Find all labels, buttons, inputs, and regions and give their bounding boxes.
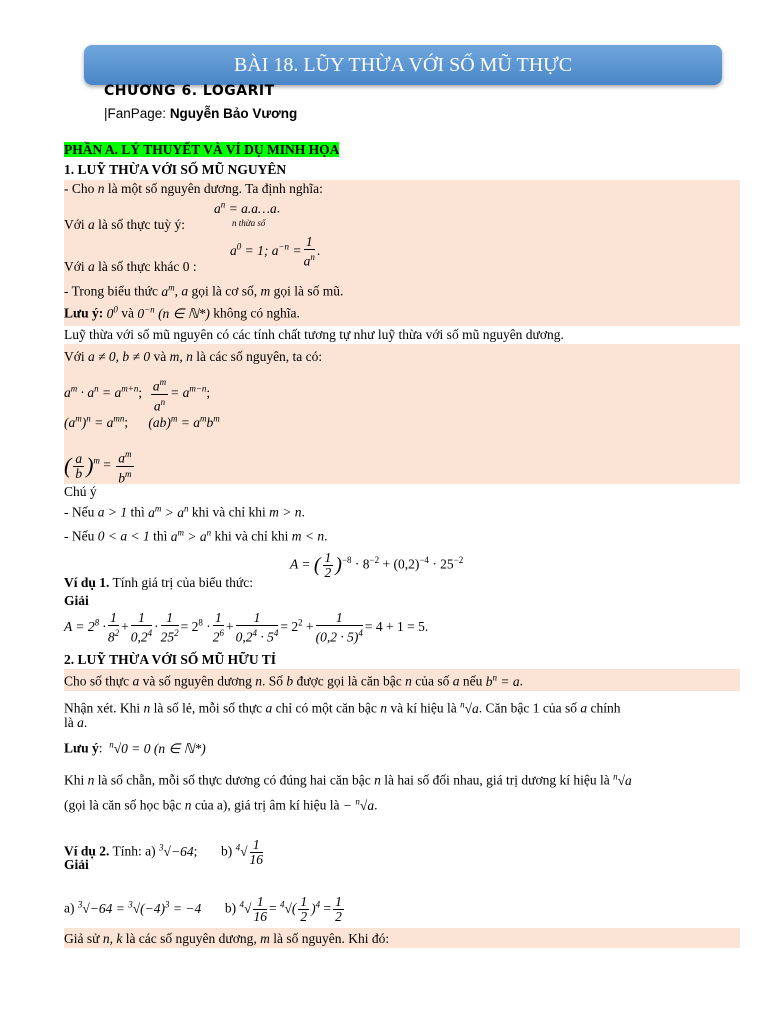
def-line-4: - Trong biểu thức $a^m$, a gọi là cơ số, m gọi là số mũ. [64, 282, 344, 299]
even-root-line-1: Khi n là số chẵn, mỗi số thực dương có đúng hai căn bậc n là hai số đối nhau, giá trị dương kí hiệu là $^n$√a [64, 771, 632, 788]
remark-odd-root-cont: là a. [64, 715, 88, 730]
section-2-heading: 2. LUỸ THỪA VỚI SỐ MŨ HỮU TỈ [64, 652, 277, 667]
remark-2: - Nếu 0 < a < 1 thì $a^m > a^n$ khi và chỉ khi m < n. [64, 527, 328, 544]
property-intro: Luỹ thừa với số mũ nguyên có các tính chất tương tự như luỹ thừa với số mũ nguyên dương. [64, 327, 564, 342]
fanpage-label: |FanPage: [104, 106, 170, 121]
solution-2-heading: Giải [64, 857, 89, 872]
fanpage-line [104, 106, 297, 121]
assumption-line: Giả sử n, k là các số nguyên dương, m là số nguyên. Khi đó: [64, 931, 390, 946]
property-condition: Với a ≠ 0, b ≠ 0 và m, n là các số nguyên, ta có: [64, 349, 323, 364]
example-2-prompt: Ví dụ 2. Tính: a) $^3$√−64; b) $^4$√ $\frac{1}{16}$ [64, 837, 264, 867]
solution-2-formulas: a) $^3√-64 = ^3√(-4)^3 = -4$ b) $^4$√ $\frac{1}{16}$ = $^4$√( $\frac{1}{2}$ )$^4$ = $\frac{1}{2}$ [64, 894, 342, 924]
chapter-title: CHƯƠNG 6. LOGARIT [104, 83, 275, 99]
property-formula-3: ( $\frac{a}{b}$ )$^m$ = $\frac{a^m}{b^m}$ [64, 449, 132, 485]
remark-heading: Chú ý [64, 484, 97, 499]
example-1-expression: A = ( $\frac{1}{2}$ )$^{-8} \cdot 8^{-2} + (0,2)^{-4} \cdot 25^{-2}$ [290, 550, 464, 580]
example-1-prompt: Ví dụ 1. Tính giá trị của biểu thức: [64, 575, 253, 590]
property-formula-2: $(a^m)^n = a^{mn}$; $(ab)^m = a^mb^m$ [64, 413, 220, 430]
remark-odd-root: Nhận xét. Khi n là số lẻ, mỗi số thực a chỉ có một căn bậc n và kí hiệu là $^n$√a. Căn bậc 1 của số a chính [64, 699, 621, 716]
solution-1-heading: Giải [64, 593, 89, 608]
property-formula-1: $a^m \cdot a^n = a^{m+n}$; $\frac{a^m}{a^n}$ = $a^{m-n}$; [64, 377, 211, 413]
def-line-2: Với a là số thực tuỳ ý: [64, 217, 185, 232]
section-1-heading: 1. LUỸ THỪA VỚI SỐ MŨ NGUYÊN [64, 162, 287, 177]
fanpage-name[interactable]: Nguyễn Bảo Vương [169, 106, 298, 121]
lesson-title: BÀI 18. LŨY THỪA VỚI SỐ MŨ THỰC [233, 54, 573, 76]
part-a-heading: PHẦN A. LÝ THUYẾT VÀ VÍ DỤ MINH HỌA [64, 142, 340, 157]
remark-1: - Nếu a > 1 thì $a^m > a^n$ khi và chỉ khi m > n. [64, 503, 305, 520]
note-line-2: Lưu ý: $^n$√0 = 0 (n ∈ ℕ*) [64, 739, 206, 756]
formula-an: $a^n$ = a.a…a. [214, 199, 281, 216]
lesson-title-banner [84, 45, 722, 85]
even-root-line-2: (gọi là căn số học bậc n của a), giá trị âm kí hiệu là − $^n$√a. [64, 796, 378, 813]
def-line-3: Với a là số thực khác 0 : [64, 259, 197, 274]
root-definition: Cho số thực a và số nguyên dương n. Số b được gọi là căn bậc n của số a nếu $b^n = a$. [64, 672, 523, 689]
def-line-1: - Cho n là một số nguyên dương. Ta định nghĩa: [64, 181, 323, 196]
n-factors-label: n thừa số [232, 218, 266, 228]
formula-a0: $a^0 = 1$; $a^{-n}$ = $\frac{1}{a^n}$ . [230, 234, 321, 269]
solution-1-formula: $A = 2^8$ · $\frac{1}{8^2}$ + $\frac{1}{0,2^4}$ · $\frac{1}{25^2}$ = $2^8$ · $\frac{1}{2^6}$ + $\frac{1}{0,2^4 \cdot 5^4}$ = $2^2$ + $\frac{1}{(0,2 \cdot 5)^4}$ = 4 + 1 = 5. [64, 610, 429, 645]
note-line-1: Lưu ý: $0^0$ và $0^{-n}$ (n ∈ ℕ*) không có nghĩa. [64, 304, 300, 321]
